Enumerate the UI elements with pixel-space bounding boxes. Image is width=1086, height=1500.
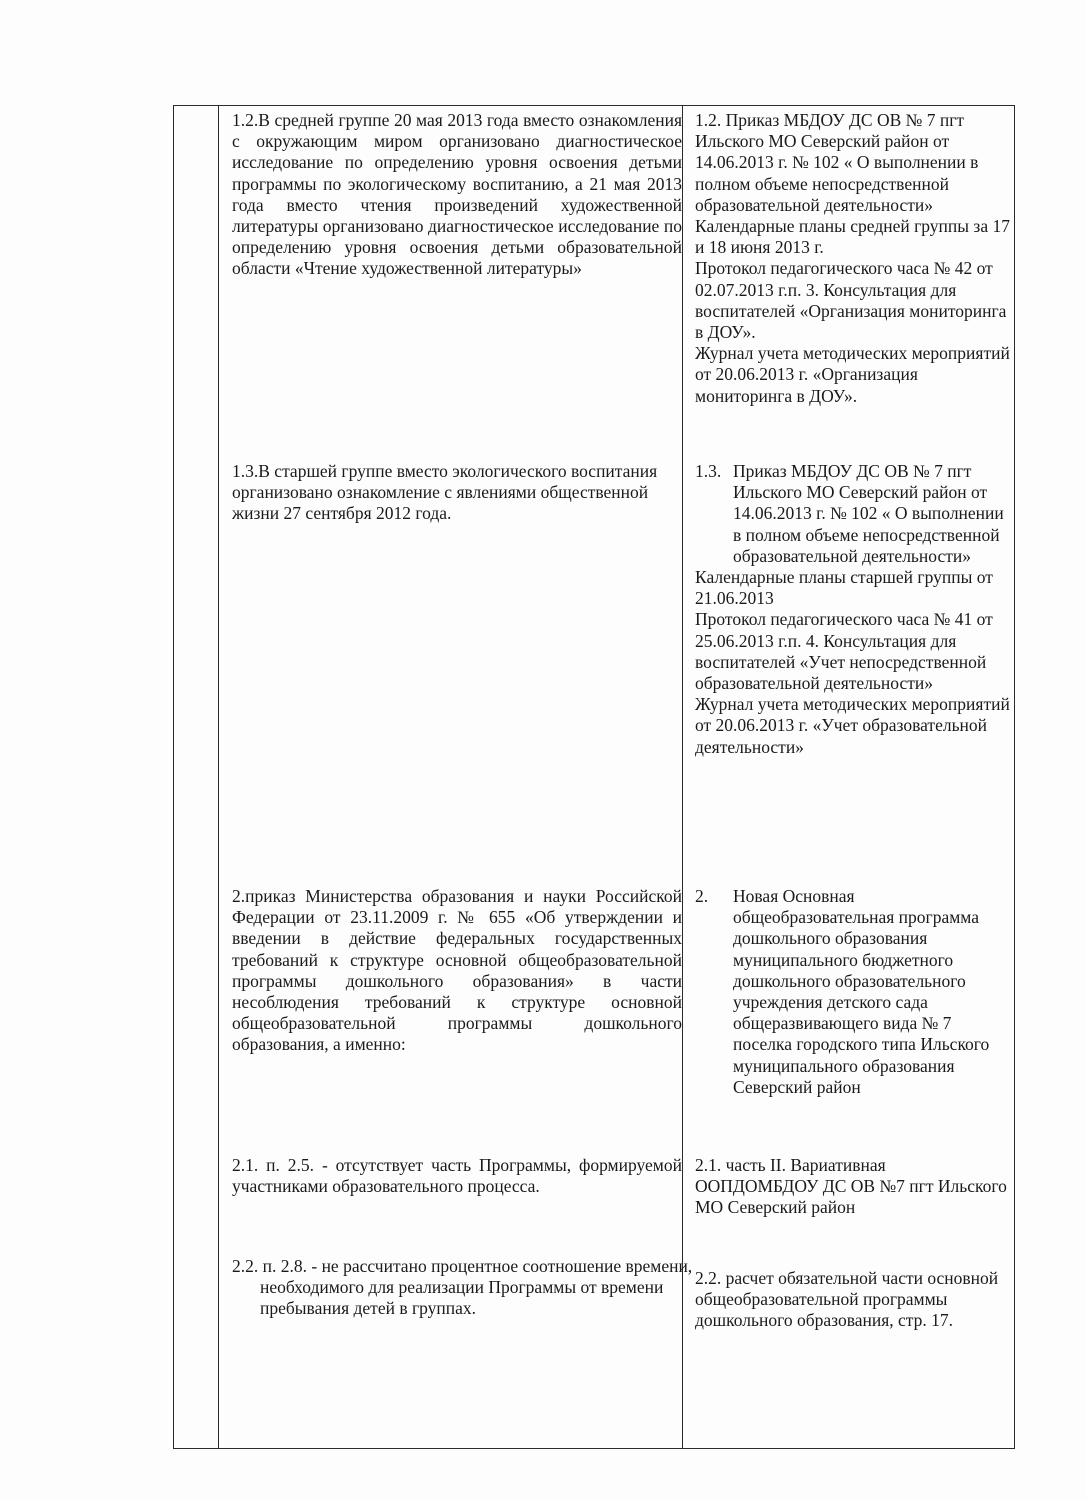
- row-1-2-violation: 1.2.В средней группе 20 мая 2013 года вместо ознакомления с окружающим миром организовано диагностическое исследование по определению уровня освоения детьми программы по экологическому воспитанию, а 21 мая 2013 года вместо чтения произведений художественной литературы организовано диагностическое исследование по определению уровня освоения детьми образовательной области «Чтение художественной литературы»: [232, 110, 682, 279]
- item-text: Новая Основная общеобразовательная программа дошкольного образования муниципального бюджетного дошкольного образовательного учреждения детского сада общеразвивающего вида № 7 поселка городского типа Ильского муниципального образования Северский район: [733, 886, 990, 1097]
- item-text: Приказ МБДОУ ДС ОВ № 7 пгт Ильского МО Северский район от 14.06.2013 г. № 102 « О выполнении в полном объеме непосредственной образовательной деятельности»: [733, 461, 1004, 566]
- row-2-1-violation: 2.1. п. 2.5. - отсутствует часть Программы, формируемой участниками образовательного процесса.: [232, 1155, 682, 1197]
- evidence-calendar-plans: Календарные планы средней группы за 17 и 18 июня 2013 г.: [695, 216, 1010, 258]
- item-number: 2.: [695, 886, 709, 906]
- evidence-journal: Журнал учета методических мероприятий от 20.06.2013 г. «Организация мониторинга в ДОУ».: [695, 343, 1010, 406]
- row-2-2-evidence: 2.2. расчет обязательной части основной общеобразовательной программы дошкольного образования, стр. 17.: [695, 1268, 999, 1331]
- row-2-evidence: [695, 886, 1013, 1098]
- evidence-protocol: Протокол педагогического часа № 42 от 02.07.2013 г.п. 3. Консультация для воспитателей «Организация мониторинга в ДОУ».: [695, 258, 1007, 343]
- evidence-order-item: [695, 461, 1013, 567]
- evidence-order: 1.2. Приказ МБДОУ ДС ОВ № 7 пгт Ильского МО Северский район от 14.06.2013 г. № 102 « О выполнении в полном объеме непосредственной образовательной деятельности»: [695, 110, 979, 215]
- column-divider-2: [682, 106, 683, 1448]
- row-1-3-violation: 1.3.В старшей группе вместо экологического воспитания организовано ознакомление с явлениями общественной жизни 27 сентября 2012 года.: [232, 461, 658, 524]
- evidence-protocol: Протокол педагогического часа № 41 от 25.06.2013 г.п. 4. Консультация для воспитателей «Учет непосредственной образовательной деятельности»: [695, 609, 993, 694]
- item-number: 1.3.: [695, 461, 722, 481]
- evidence-journal: Журнал учета методических мероприятий от 20.06.2013 г. «Учет образовательной деятельности»: [695, 694, 1010, 757]
- row-1-3-evidence: [695, 461, 1013, 758]
- evidence-calendar-plans: Календарные планы старшей группы от 21.06.2013: [695, 567, 993, 609]
- evidence-program-item: [695, 886, 1013, 1098]
- row-1-2-evidence: [695, 110, 1013, 407]
- row-2-violation: 2.приказ Министерства образования и науки Российской Федерации от 23.11.2009 г. № 655 «Об утверждении и введении в действие федеральных государственных требований к структуре основной общеобразовательной программы дошкольного образования» в части несоблюдения требований к структуре основной общеобразовательной программы дошкольного образования, а именно:: [232, 886, 682, 1055]
- row-2-1-evidence: 2.1. часть II. Вариативная ООПДОМБДОУ ДС ОВ №7 пгт Ильского МО Северский район: [695, 1155, 1007, 1218]
- column-divider-1: [218, 106, 219, 1448]
- row-2-2-violation: 2.2. п. 2.8. - не рассчитано процентное соотношение времени, необходимого для реализации Программы от времени пребывания детей в группах.: [232, 1256, 693, 1319]
